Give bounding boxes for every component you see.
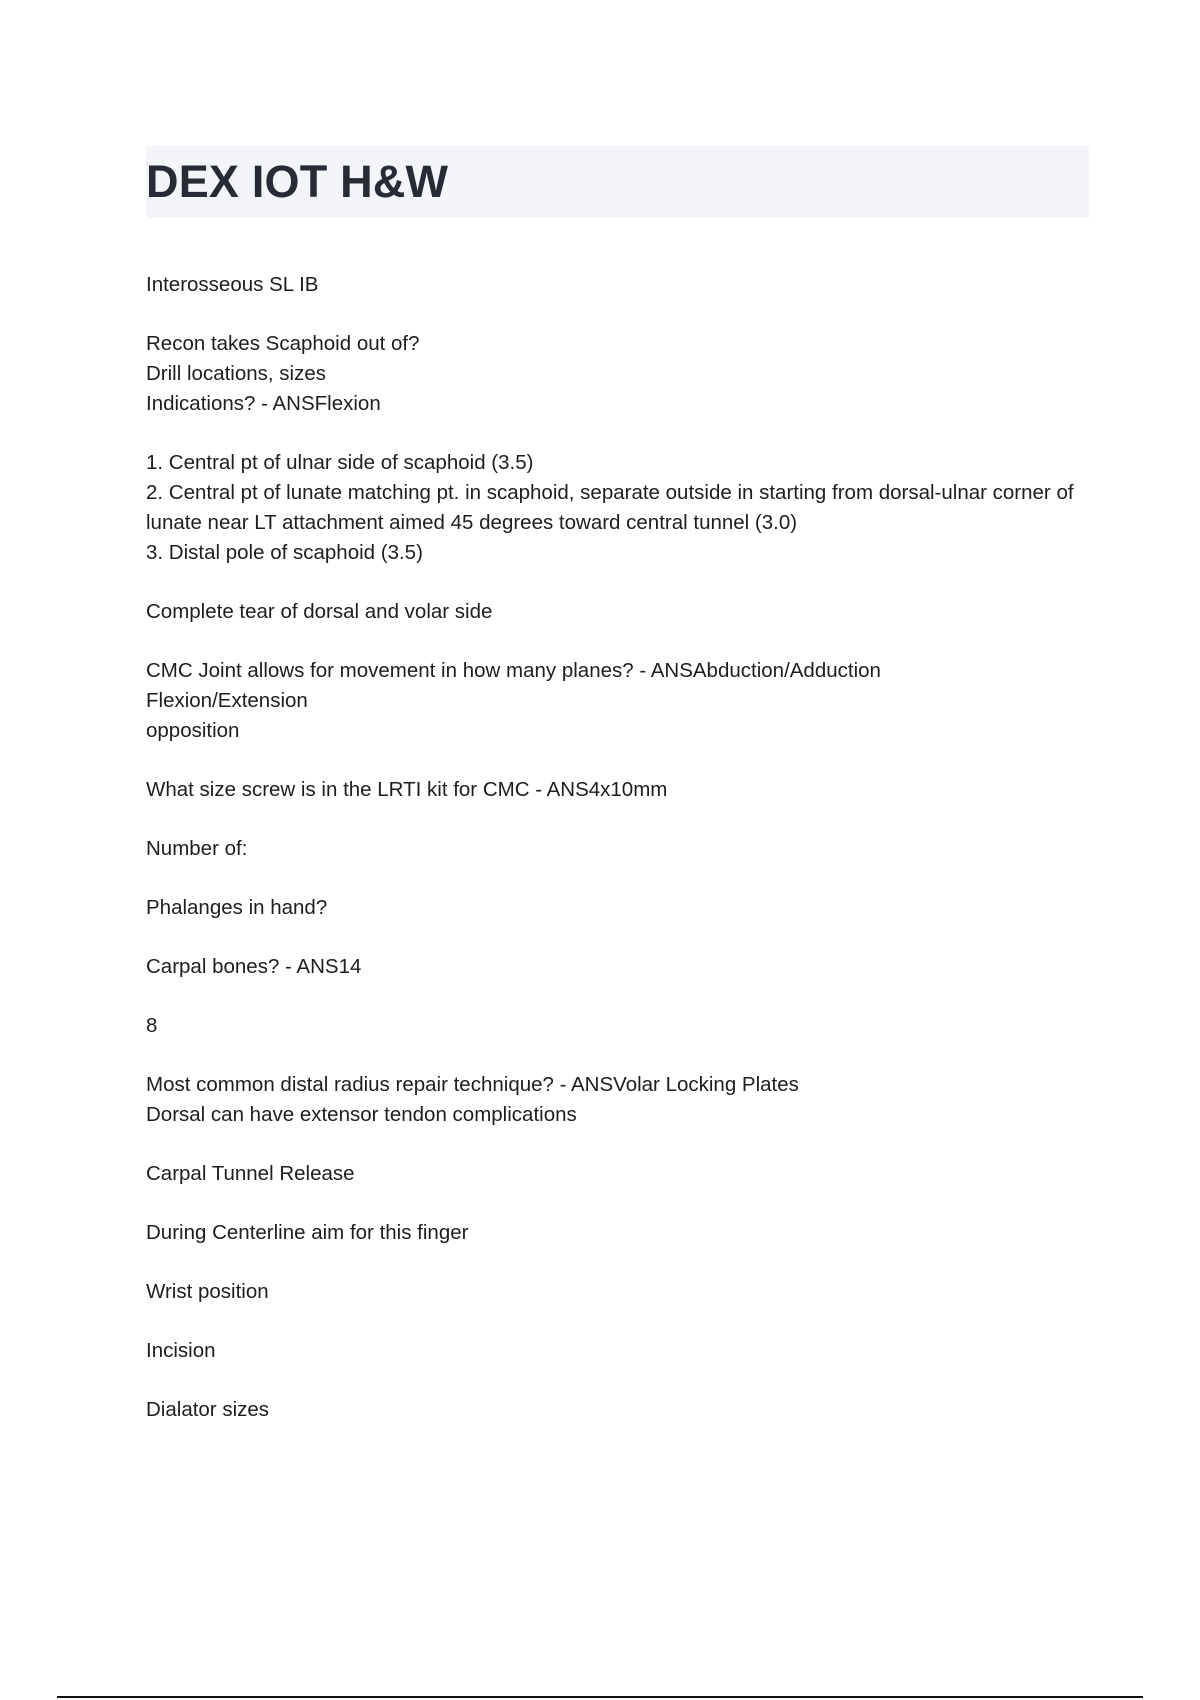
text-line: Incision bbox=[146, 1339, 216, 1362]
text-line: 1. Central pt of ulnar side of scaphoid (3.5) bbox=[146, 451, 534, 474]
paragraph bbox=[146, 1070, 1086, 1130]
paragraph bbox=[146, 775, 1086, 805]
text-line: opposition bbox=[146, 719, 240, 742]
text-line: Drill locations, sizes bbox=[146, 362, 326, 385]
paragraph bbox=[146, 656, 1086, 746]
text-line: Most common distal radius repair technique? - ANSVolar Locking Plates bbox=[146, 1073, 799, 1096]
paragraph bbox=[146, 1277, 1086, 1307]
paragraph bbox=[146, 952, 1086, 982]
text-line: During Centerline aim for this finger bbox=[146, 1221, 469, 1244]
text-line: Phalanges in hand? bbox=[146, 896, 328, 919]
text-line: Flexion/Extension bbox=[146, 689, 308, 712]
paragraph bbox=[146, 329, 1086, 419]
text-line: CMC Joint allows for movement in how many planes? - ANSAbduction/Adduction bbox=[146, 659, 881, 682]
paragraph bbox=[146, 1395, 1086, 1425]
document-title: DEX IOT H&W bbox=[146, 156, 449, 207]
text-line: Interosseous SL IB bbox=[146, 273, 319, 296]
text-line: 3. Distal pole of scaphoid (3.5) bbox=[146, 541, 423, 564]
page-bottom-rule bbox=[57, 1696, 1143, 1698]
paragraph bbox=[146, 1218, 1086, 1248]
paragraph bbox=[146, 597, 1086, 627]
paragraph bbox=[146, 893, 1086, 923]
text-line: Dorsal can have extensor tendon complications bbox=[146, 1103, 577, 1126]
paragraph bbox=[146, 1336, 1086, 1366]
text-line: Carpal bones? - ANS14 bbox=[146, 955, 362, 978]
text-line: 2. Central pt of lunate matching pt. in scaphoid, separate outside in starting from dorsal-ulnar corner of lunate near LT attachment aimed 45 degrees toward central tunnel (3.0) bbox=[146, 481, 1074, 534]
text-line: What size screw is in the LRTI kit for CMC - ANS4x10mm bbox=[146, 778, 668, 801]
text-line: Carpal Tunnel Release bbox=[146, 1162, 355, 1185]
document-body bbox=[146, 270, 1086, 1454]
text-line: Number of: bbox=[146, 837, 248, 860]
paragraph bbox=[146, 270, 1086, 300]
paragraph bbox=[146, 448, 1086, 568]
text-line: Indications? - ANSFlexion bbox=[146, 392, 381, 415]
paragraph bbox=[146, 834, 1086, 864]
paragraph bbox=[146, 1011, 1086, 1041]
text-line: Dialator sizes bbox=[146, 1398, 270, 1421]
paragraph bbox=[146, 1159, 1086, 1189]
text-line: 8 bbox=[146, 1014, 158, 1037]
text-line: Recon takes Scaphoid out of? bbox=[146, 332, 420, 355]
text-line: Complete tear of dorsal and volar side bbox=[146, 600, 493, 623]
text-line: Wrist position bbox=[146, 1280, 269, 1303]
